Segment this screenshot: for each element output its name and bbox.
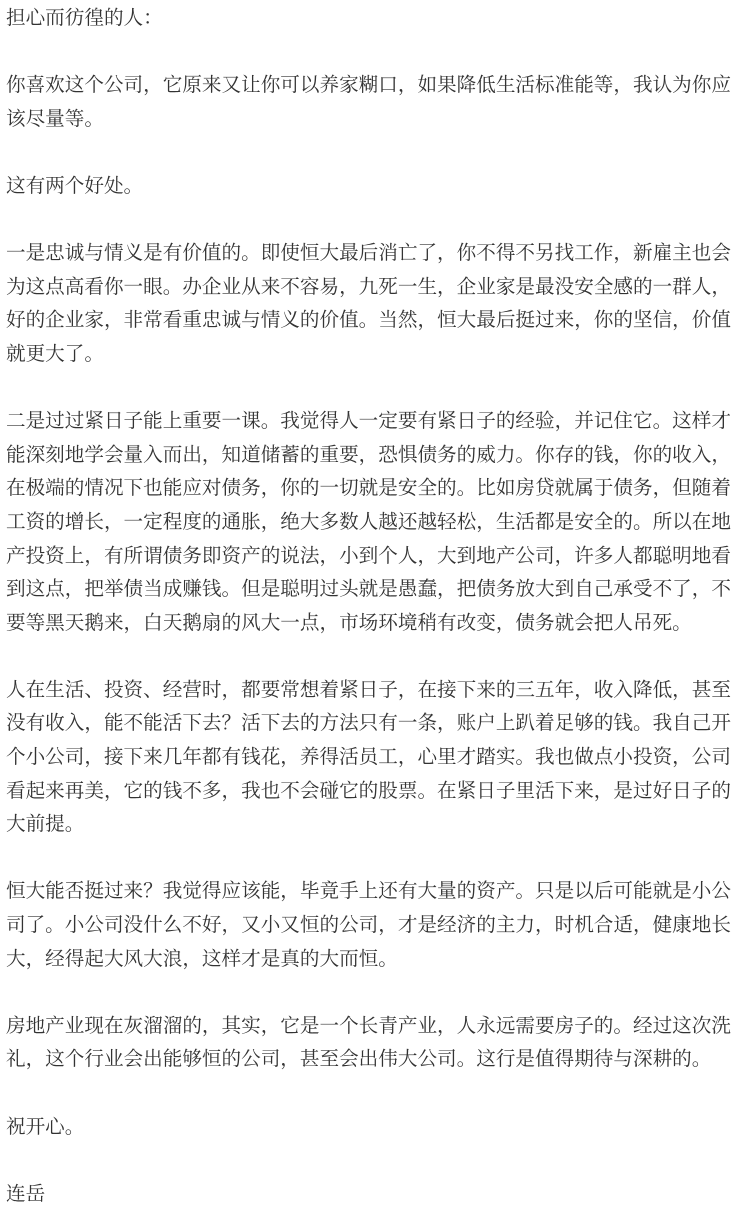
letter-document <box>6 1 744 1210</box>
paragraph-4: 二是过过紧日子能上重要一课。我觉得人一定要有紧日子的经验，并记住它。这样才能深刻地学会量入而出，知道储蓄的重要，恐惧债务的威力。你存的钱，你的收入，在极端的情况下也能应对债务，你的一切就是安全的。比如房贷就属于债务，但随着工资的增长，一定程度的通胀，绝大多数人越还越轻松，生活都是安全的。所以在地产投资上，有所谓债务即资产的说法，小到个人，大到地产公司，许多人都聪明地看到这点，把举债当成赚钱。但是聪明过头就是愚蠢，把债务放大到自己承受不了，不要等黑天鹅来，白天鹅扇的风大一点，市场环境稍有改变，债务就会把人吊死。 <box>6 409 731 634</box>
paragraph-2: 这有两个好处。 <box>6 173 144 197</box>
closing: 祝开心。 <box>6 1114 85 1138</box>
paragraph-3: 一是忠诚与情义是有价值的。即使恒大最后消亡了，你不得不另找工作，新雇主也会为这点高看你一眼。办企业从来不容易，九死一生，企业家是最没安全感的一群人，好的企业家，非常看重忠诚与情义的价值。当然，恒大最后挺过来，你的坚信，价值就更大了。 <box>6 241 731 365</box>
paragraph-7: 房地产业现在灰溜溜的，其实，它是一个长青产业，人永远需要房子的。经过这次洗礼，这个行业会出能够恒的公司，甚至会出伟大公司。这行是值得期待与深耕的。 <box>6 1013 731 1071</box>
signature: 连岳 <box>6 1181 46 1205</box>
paragraph-5: 人在生活、投资、经营时，都要常想着紧日子，在接下来的三五年，收入降低，甚至没有收入，能不能活下去？活下去的方法只有一条，账户上趴着足够的钱。我自己开个小公司，接下来几年都有钱花，养得活员工，心里才踏实。我也做点小投资，公司看起来再美，它的钱不多，我也不会碰它的股票。在紧日子里活下来，是过好日子的大前提。 <box>6 677 731 836</box>
paragraph-6: 恒大能否挺过来？我觉得应该能，毕竟手上还有大量的资产。只是以后可能就是小公司了。小公司没什么不好，又小又恒的公司，才是经济的主力，时机合适，健康地长大，经得起大风大浪，这样才是真的大而恒。 <box>6 879 731 970</box>
salutation: 担心而彷徨的人： <box>6 6 163 29</box>
paragraph-1: 你喜欢这个公司，它原来又让你可以养家糊口，如果降低生活标准能等，我认为你应该尽量等。 <box>6 73 731 130</box>
